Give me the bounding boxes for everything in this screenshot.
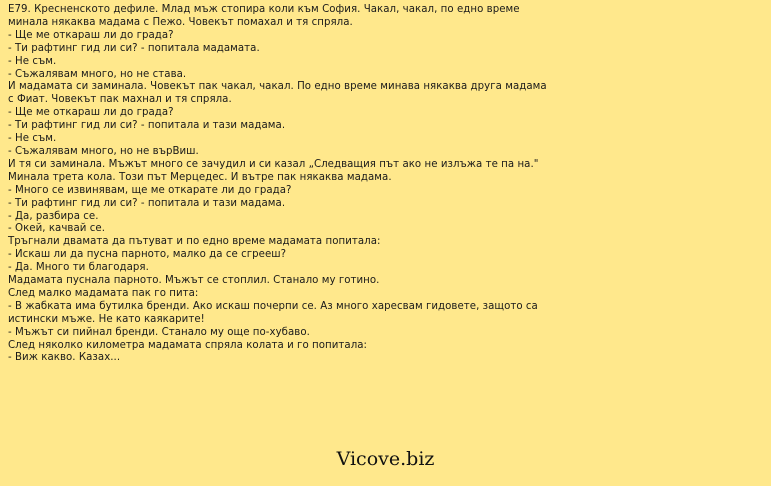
site-footer[interactable]: Vicove.biz (336, 448, 435, 470)
joke-line: истински мъже. Не като каякарите! (8, 313, 205, 325)
joke-line: - Съжалявам много, но не върВиш. (8, 145, 199, 157)
joke-line: - Ще ме откараш ли до града? (8, 107, 174, 119)
joke-line: - Мъжът си пийнал бренди. Станало му още по-хубаво. (8, 326, 310, 338)
joke-line: - Много се извинявам, ще ме откарате ли до града? (8, 184, 292, 196)
joke-line: И тя си заминала. Мъжът много се зачудил и си казал „Следващия път ако не излъжа те па на." (8, 158, 539, 170)
joke-line: - Виж какво. Казах... (8, 352, 121, 364)
joke-line: с Фиат. Човекът пак махнал и тя спряла. (8, 94, 232, 106)
joke-line: След няколко километра мадамата спряла колата и го попитала: (8, 339, 368, 351)
joke-line: - Съжалявам много, но не става. (8, 68, 187, 80)
joke-line: - Не съм. (8, 133, 57, 145)
joke-line: - Да, разбира се. (8, 210, 99, 222)
joke-line: Минала трета кола. Този път Мерцедес. И вътре пак някаква мадама. (8, 171, 392, 183)
joke-line: - Да. Много ти благодаря. (8, 262, 149, 274)
joke-line: - Окей, качвай се. (8, 223, 105, 235)
joke-line: - Ти рафтинг гид ли си? - попитала мадамата. (8, 42, 260, 54)
joke-line: - Искаш ли да пусна парното, малко да се сгрееш? (8, 249, 287, 261)
joke-text (8, 4, 763, 365)
joke-line: Тръгнали двамата да пътуват и по едно време мадамата попитала: (8, 236, 381, 248)
joke-line: - Ти рафтинг гид ли си? - попитала и тази мадама. (8, 197, 286, 209)
joke-line: E79. Кресненското дефиле. Млад мъж стопира коли към София. Чакал, чакал, по едно време (8, 4, 520, 15)
joke-line: минала някаква мадама с Пежо. Човекът помахал и тя спряла. (8, 16, 353, 28)
joke-line: След малко мадамата пак го пита: (8, 287, 199, 299)
joke-line: - В жабката има бутилка бренди. Ако искаш почерпи се. Аз много харесвам гидовете, защото са (8, 300, 538, 312)
joke-line: Мадамата пуснала парното. Мъжът се стоплил. Станало му готино. (8, 275, 380, 287)
joke-line: И мадамата си заминала. Човекът пак чакал, чакал. По едно време минава някаква друга мадама (8, 81, 547, 93)
joke-line: - Не съм. (8, 55, 57, 67)
joke-line: - Ще ме откараш ли до града? (8, 29, 174, 41)
joke-line: - Ти рафтинг гид ли си? - попитала и тази мадама. (8, 120, 286, 132)
